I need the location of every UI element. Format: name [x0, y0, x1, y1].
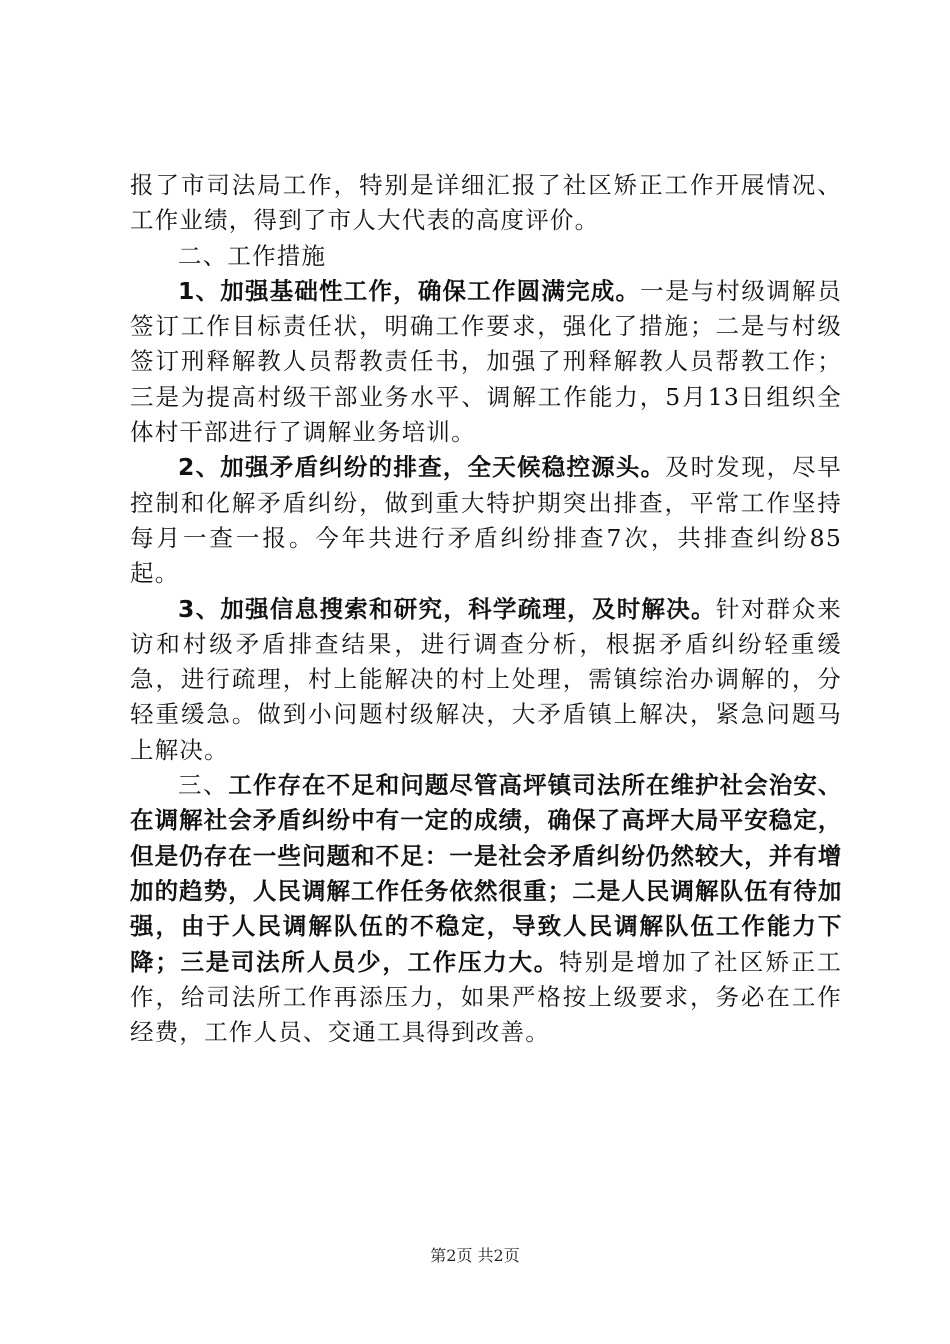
paragraph-item-2: [130, 450, 842, 591]
section-3-body: 特别是增加了社区矫正工作，给司法所工作再添压力，如果严格按上级要求，务必在工作经费，工作人员、交通工具得到改善。: [130, 947, 842, 1047]
item-1-lead: 1、加强基础性工作，确保工作圆满完成。: [178, 276, 641, 305]
paragraph-item-3: [130, 592, 842, 768]
item-2-body: 及时发现，尽早控制和化解矛盾纠纷，做到重大特护期突出排查，平常工作坚持每月一查一报。今年共进行矛盾纠纷排查7次，共排查纠纷85起。: [130, 453, 842, 588]
page-footer: 第2页 共2页: [430, 1246, 520, 1265]
paragraph-intro: 报了市司法局工作，特别是详细汇报了社区矫正工作开展情况、工作业绩，得到了市人大代表的高度评价。: [130, 171, 842, 235]
document-body: [130, 168, 842, 1050]
section-3-bold-text: 工作存在不足和问题尽管高坪镇司法所在维护社会治安、在调解社会矛盾纠纷中有一定的成绩，确保了高坪大局平安稳定，但是仍存在一些问题和不足：一是社会矛盾纠纷仍然较大，并有增加的趋势，人民调解工作任务依然很重；二是人民调解队伍有待加强，由于人民调解队伍的不稳定，导致人民调解队伍工作能力下降；三是司法所人员少，工作压力大。: [130, 771, 843, 976]
section-heading-work-measures: 二、工作措施: [178, 241, 327, 270]
item-1-body: 一是与村级调解员签订工作目标责任状，明确工作要求，强化了措施；二是与村级签订刑释解教人员帮教责任书，加强了刑释解教人员帮教工作；三是为提高村级干部业务水平、调解工作能力，5月13日组织全体村干部进行了调解业务培训。: [130, 276, 842, 447]
paragraph-section-3: [130, 768, 842, 1050]
item-3-body: 针对群众来访和村级矛盾排查结果，进行调查分析，根据矛盾纠纷轻重缓急，进行疏理，村上能解决的村上处理，需镇综治办调解的，分轻重缓急。做到小问题村级解决，大矛盾镇上解决，紧急问题马上解决。: [130, 594, 842, 764]
item-2-lead: 2、加强矛盾纠纷的排查，全天候稳控源头。: [178, 453, 666, 482]
paragraph-item-1: [130, 274, 842, 450]
section-3-heading: 三、: [178, 771, 229, 800]
item-3-lead: 3、加强信息搜索和研究，科学疏理，及时解决。: [178, 594, 716, 623]
